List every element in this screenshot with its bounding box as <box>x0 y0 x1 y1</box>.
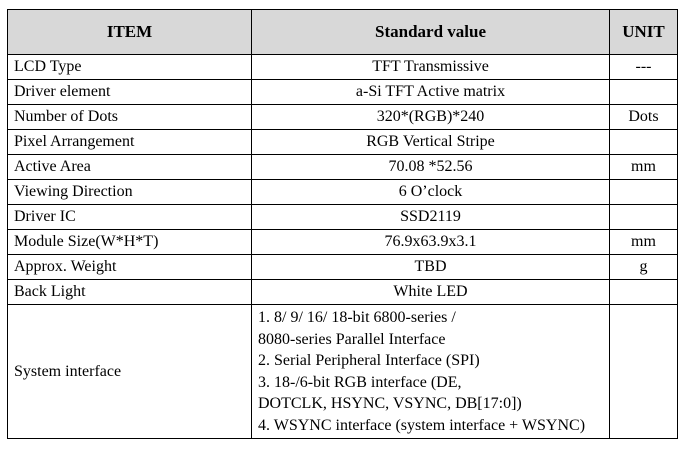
system-interface-value <box>252 305 610 439</box>
spec-table-container <box>7 9 678 439</box>
row-item: Pixel Arrangement <box>8 130 252 155</box>
row-value: 320*(RGB)*240 <box>252 105 610 130</box>
table-row <box>8 155 678 180</box>
row-item: Viewing Direction <box>8 180 252 205</box>
system-interface-unit <box>610 305 678 439</box>
table-row <box>8 105 678 130</box>
row-value: 76.9x63.9x3.1 <box>252 230 610 255</box>
row-item: Back Light <box>8 280 252 305</box>
row-unit <box>610 205 678 230</box>
specification-table <box>7 9 678 439</box>
system-interface-line: 3. 18-/6-bit RGB interface (DE, <box>258 373 462 391</box>
row-unit: Dots <box>610 105 678 130</box>
system-interface-line: 8080-series Parallel Interface <box>258 330 446 348</box>
row-item: Driver element <box>8 80 252 105</box>
table-row <box>8 255 678 280</box>
header-standard-value: Standard value <box>252 10 610 55</box>
row-value: SSD2119 <box>252 205 610 230</box>
table-row <box>8 80 678 105</box>
row-item: Number of Dots <box>8 105 252 130</box>
row-unit <box>610 80 678 105</box>
row-value: TFT Transmissive <box>252 55 610 80</box>
row-unit: mm <box>610 155 678 180</box>
row-item: Driver IC <box>8 205 252 230</box>
row-item: LCD Type <box>8 55 252 80</box>
row-unit: g <box>610 255 678 280</box>
table-row <box>8 205 678 230</box>
row-value: White LED <box>252 280 610 305</box>
row-unit <box>610 130 678 155</box>
row-value: 6 O’clock <box>252 180 610 205</box>
table-row <box>8 230 678 255</box>
system-interface-line: 2. Serial Peripheral Interface (SPI) <box>258 352 480 369</box>
table-row <box>8 55 678 80</box>
system-interface-line: 4. WSYNC interface (system interface + WSYNC) <box>258 416 586 434</box>
system-interface-line: DOTCLK, HSYNC, VSYNC, DB[17:0]) <box>258 395 522 412</box>
row-unit <box>610 180 678 205</box>
table-row <box>8 130 678 155</box>
row-value: 70.08 *52.56 <box>252 155 610 180</box>
row-unit: --- <box>610 55 678 80</box>
system-interface-row <box>8 305 678 439</box>
row-unit: mm <box>610 230 678 255</box>
row-value: a-Si TFT Active matrix <box>252 80 610 105</box>
row-item: Module Size(W*H*T) <box>8 230 252 255</box>
row-item: Approx. Weight <box>8 255 252 280</box>
row-item: Active Area <box>8 155 252 180</box>
system-interface-line: 1. 8/ 9/ 16/ 18-bit 6800-series / <box>258 309 456 326</box>
table-header-row <box>8 10 678 55</box>
row-value: RGB Vertical Stripe <box>252 130 610 155</box>
header-item: ITEM <box>8 10 252 55</box>
table-row <box>8 280 678 305</box>
table-row <box>8 180 678 205</box>
header-unit: UNIT <box>610 10 678 55</box>
row-value: TBD <box>252 255 610 280</box>
row-unit <box>610 280 678 305</box>
system-interface-label: System interface <box>8 305 252 439</box>
